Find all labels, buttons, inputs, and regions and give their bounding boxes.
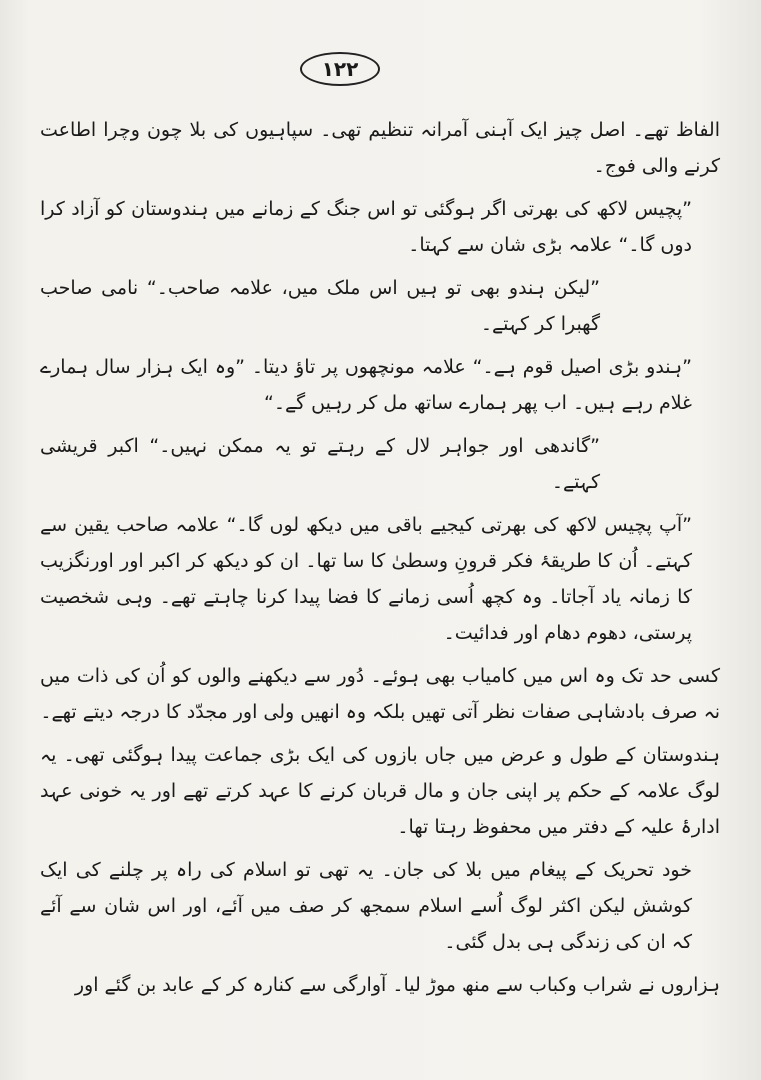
paragraph-2: ”پچیس لاکھ کی بھرتی اگر ہوگئی تو اس جنگ کے زمانے میں ہندوستان کو آزاد کرا دوں گا۔“ علامہ بڑی شان سے کہتا۔	[40, 198, 692, 256]
page-number: ۱۲۲	[300, 52, 380, 86]
paragraph-8: ہندوستان کے طول و عرض میں جاں بازوں کی ایک بڑی جماعت پیدا ہوگئی تھی۔ یہ لوگ علامہ کے حکم پر اپنی جان و مال قربان کرنے کا عہد کرتے تھے اور یہ خونی عہد ادارۂ علیہ کے دفتر میں محفوظ رہتا تھا۔	[40, 744, 720, 838]
paragraph-4: ”ہندو بڑی اصیل قوم ہے۔“ علامہ مونچھوں پر تاؤ دیتا۔ ”وہ ایک ہزار سال ہمارے غلام رہے ہیں۔ اب پھر ہمارے ساتھ مل کر رہیں گے۔“	[40, 356, 692, 414]
paragraph-7: کسی حد تک وہ اس میں کامیاب بھی ہوئے۔ دُور سے دیکھنے والوں کو اُن کی ذات میں نہ صرف بادشاہی صفات نظر آتی تھیں بلکہ وہ انھیں ولی اور مجدّد کا درجہ دیتے تھے۔	[40, 665, 720, 723]
page-body	[40, 112, 720, 1003]
paragraph-10: ہزاروں نے شراب وکباب سے منھ موڑ لیا۔ آوارگی سے کنارہ کر کے عابد بن گئے اور	[74, 974, 720, 996]
paragraph-3: ”لیکن ہندو بھی تو ہیں اس ملک میں، علامہ صاحب۔“ نامی صاحب گھبرا کر کہتے۔	[40, 277, 600, 335]
paragraph-9: خود تحریک کے پیغام میں بلا کی جان۔ یہ تھی تو اسلام کی راہ پر چلنے کی ایک کوشش لیکن اکثر لوگ اُسے اسلام سمجھ کر صف میں آئے، اور اس شان سے آئے کہ ان کی زندگی ہی بدل گئی۔	[40, 859, 692, 953]
paragraph-6: ”آپ پچیس لاکھ کی بھرتی کیجیے باقی میں دیکھ لوں گا۔“ علامہ صاحب یقین سے کہتے۔ اُن کا طریقۂ فکر قرونِ وسطیٰ کا سا تھا۔ ان کو دیکھ کر اکبر اور اورنگزیب کا زمانہ یاد آجاتا۔ وہ کچھ اُسی زمانے کا فضا پیدا کرنا چاہتے تھے۔ وہی شخصیت پرستی، دھوم دھام اور فدائیت۔	[40, 514, 692, 644]
paragraph-5: ”گاندھی اور جواہر لال کے رہتے تو یہ ممکن نہیں۔“ اکبر قریشی کہتے۔	[40, 435, 600, 493]
paragraph-1: الفاظ تھے۔ اصل چیز ایک آہنی آمرانہ تنظیم تھی۔ سپاہیوں کی بلا چون وچرا اطاعت کرنے والی فوج۔	[40, 119, 720, 177]
